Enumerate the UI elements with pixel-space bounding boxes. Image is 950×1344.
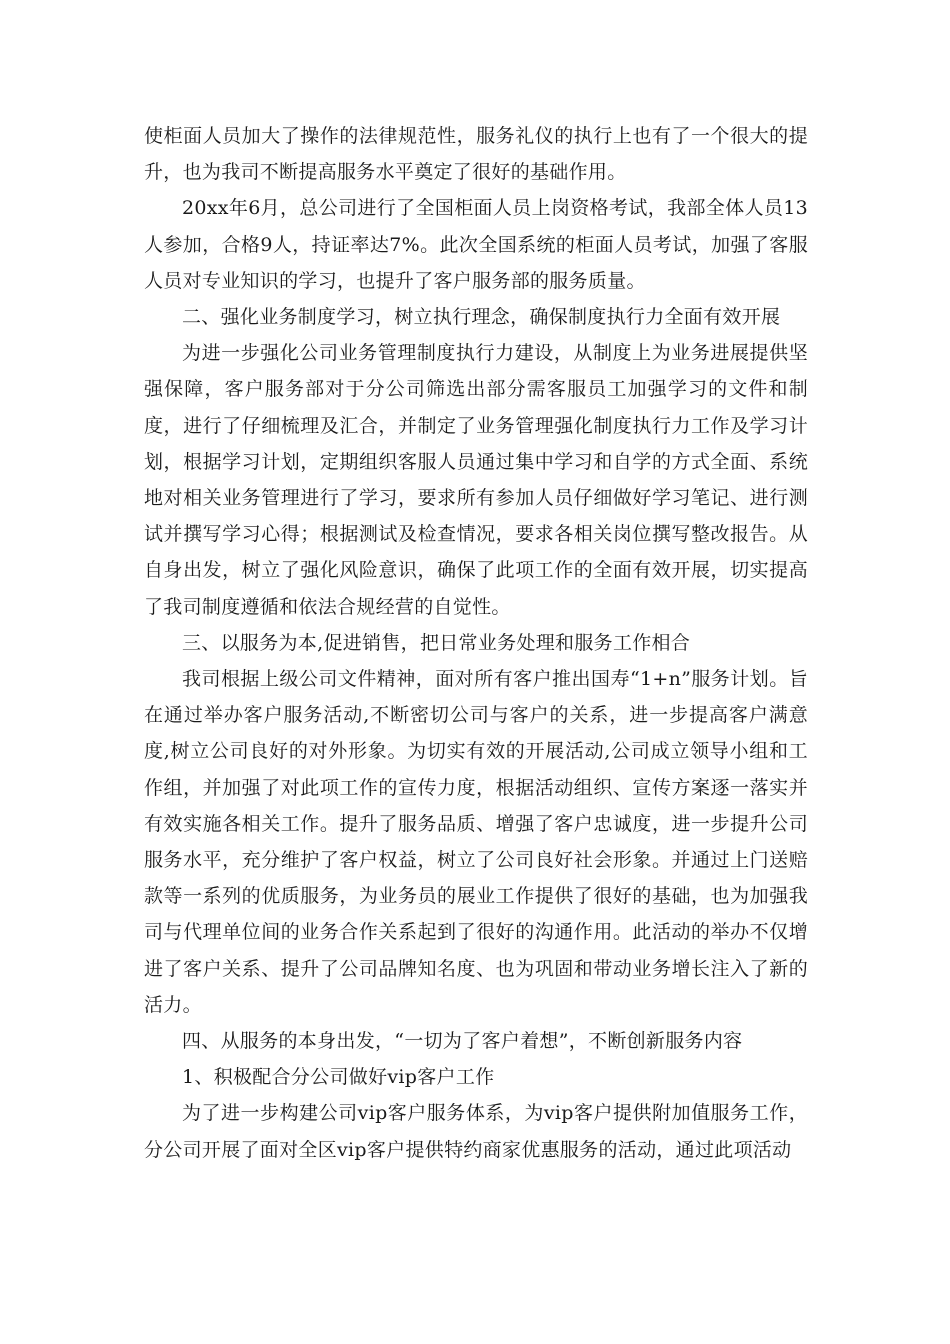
paragraph-system-study: 为进一步强化公司业务管理制度执行力建设，从制度上为业务进展提供坚强保障，客户服务部对于分公司筛选出部分需客服员工加强学习的文件和制度，进行了仔细梳理及汇合，并制定了业务管理强化制度执行力工作及学习计划，根据学习计划，定期组织客服人员通过集中学习和自学的方式全面、系统地对相关业务管理进行了学习，要求所有参加人员仔细做好学习笔记、进行测试并撰写学习心得；根据测试及检查情况，要求各相关岗位撰写整改报告。从自身出发，树立了强化风险意识，确保了此项工作的全面有效开展，切实提高了我司制度遵循和依法合规经营的自觉性。 <box>144 342 808 618</box>
document-body <box>144 118 808 1168</box>
paragraph-service-plan: 我司根据上级公司文件精神，面对所有客户推出国寿“1+n”服务计划。旨在通过举办客户服务活动,不断密切公司与客户的关系，进一步提高客户满意度,树立公司良好的对外形象。为切实有效的开展活动,公司成立领导小组和工作组，并加强了对此项工作的宣传力度，根据活动组织、宣传方案逐一落实并有效实施各相关工作。提升了服务品质、增强了客户忠诚度，进一步提升公司服务水平，充分维护了客户权益，树立了公司良好社会形象。并通过上门送赔款等一系列的优质服务，为业务员的展业工作提供了很好的基础，也为加强我司与代理单位间的业务合作关系起到了很好的沟通作用。此活动的举办不仅增进了客户关系、提升了公司品牌知名度、也为巩固和带动业务增长注入了新的活力。 <box>144 668 808 1016</box>
section-heading-4: 四、从服务的本身出发，“一切为了客户着想”，不断创新服务内容 <box>182 1030 743 1053</box>
paragraph-vip-service: 为了进一步构建公司vip客户服务体系，为vip客户提供附加值服务工作，分公司开展了面对全区vip客户提供特约商家优惠服务的活动，通过此项活动 <box>144 1102 808 1161</box>
section-heading-2: 二、强化业务制度学习，树立执行理念，确保制度执行力全面有效开展 <box>182 306 781 329</box>
paragraph-continuation: 使柜面人员加大了操作的法律规范性，服务礼仪的执行上也有了一个很大的提升，也为我司不断提高服务水平奠定了很好的基础作用。 <box>144 125 808 184</box>
section-heading-3: 三、以服务为本,促进销售，把日常业务处理和服务工作相合 <box>182 631 691 654</box>
subsection-heading-1: 1、积极配合分公司做好vip客户工作 <box>182 1066 495 1089</box>
paragraph-exam-results: 20xx年6月，总公司进行了全国柜面人员上岗资格考试，我部全体人员13人参加，合格9人，持证率达7%。此次全国系统的柜面人员考试，加强了客服人员对专业知识的学习，也提升了客户服务部的服务质量。 <box>144 197 808 292</box>
